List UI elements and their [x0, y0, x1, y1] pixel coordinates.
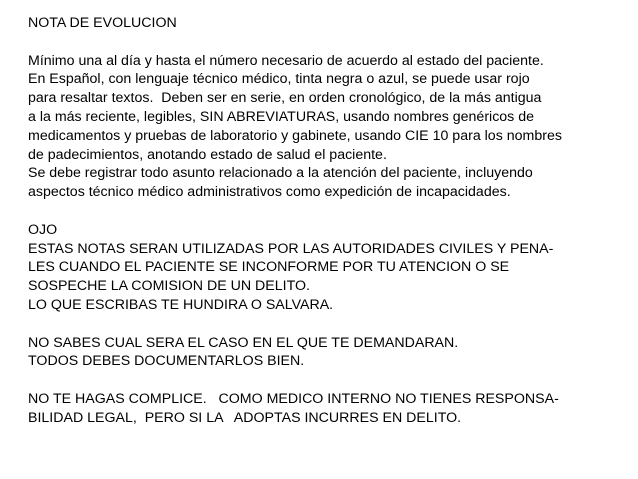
warning-paragraph: [28, 221, 628, 315]
advice-paragraph: [28, 334, 628, 372]
paragraph-gap: [28, 202, 628, 221]
text-line: LES CUANDO EL PACIENTE SE INCONFORME POR TU ATENCION O SE: [28, 259, 510, 276]
text-line: SOSPECHE LA COMISION DE UN DELITO.: [28, 278, 310, 295]
text-line: de padecimientos, anotando estado de salud el paciente.: [28, 146, 387, 163]
closing-paragraph: [28, 390, 628, 428]
text-line: LO QUE ESCRIBAS TE HUNDIRA O SALVARA.: [28, 296, 334, 313]
paragraph-gap: [28, 315, 628, 334]
text-line: Mínimo una al día y hasta el número necesario de acuerdo al estado del paciente.: [28, 52, 544, 69]
paragraph-gap: [28, 371, 628, 390]
document-title: NOTA DE EVOLUCION: [28, 15, 177, 31]
document-page: [28, 14, 628, 428]
text-line: para resaltar textos. Deben ser en serie, en orden cronológico, de la más antigua: [28, 90, 542, 107]
text-line: BILIDAD LEGAL, PERO SI LA ADOPTAS INCURRES EN DELITO.: [28, 409, 462, 426]
instructions-paragraph: [28, 52, 628, 202]
text-line: TODOS DEBES DOCUMENTARLOS BIEN.: [28, 353, 305, 370]
text-line: En Español, con lenguaje técnico médico, tinta negra o azul, se puede usar rojo: [28, 71, 530, 88]
text-line: NO SABES CUAL SERA EL CASO EN EL QUE TE DEMANDARAN.: [28, 334, 459, 351]
text-line: Se debe registrar todo asunto relacionado a la atención del paciente, incluyendo: [28, 165, 533, 182]
text-line: NO TE HAGAS COMPLICE. COMO MEDICO INTERNO NO TIENES RESPONSA-: [28, 390, 559, 407]
text-line: aspectos técnico médico administrativos como expedición de incapacidades.: [28, 184, 511, 201]
paragraph-gap: [28, 33, 628, 52]
text-line: medicamentos y pruebas de laboratorio y gabinete, usando CIE 10 para los nombres: [28, 127, 562, 144]
text-line: a la más reciente, legibles, SIN ABREVIATURAS, usando nombres genéricos de: [28, 108, 535, 125]
warning-heading: OJO: [28, 221, 58, 238]
text-line: ESTAS NOTAS SERAN UTILIZADAS POR LAS AUTORIDADES CIVILES Y PENA-: [28, 240, 554, 257]
